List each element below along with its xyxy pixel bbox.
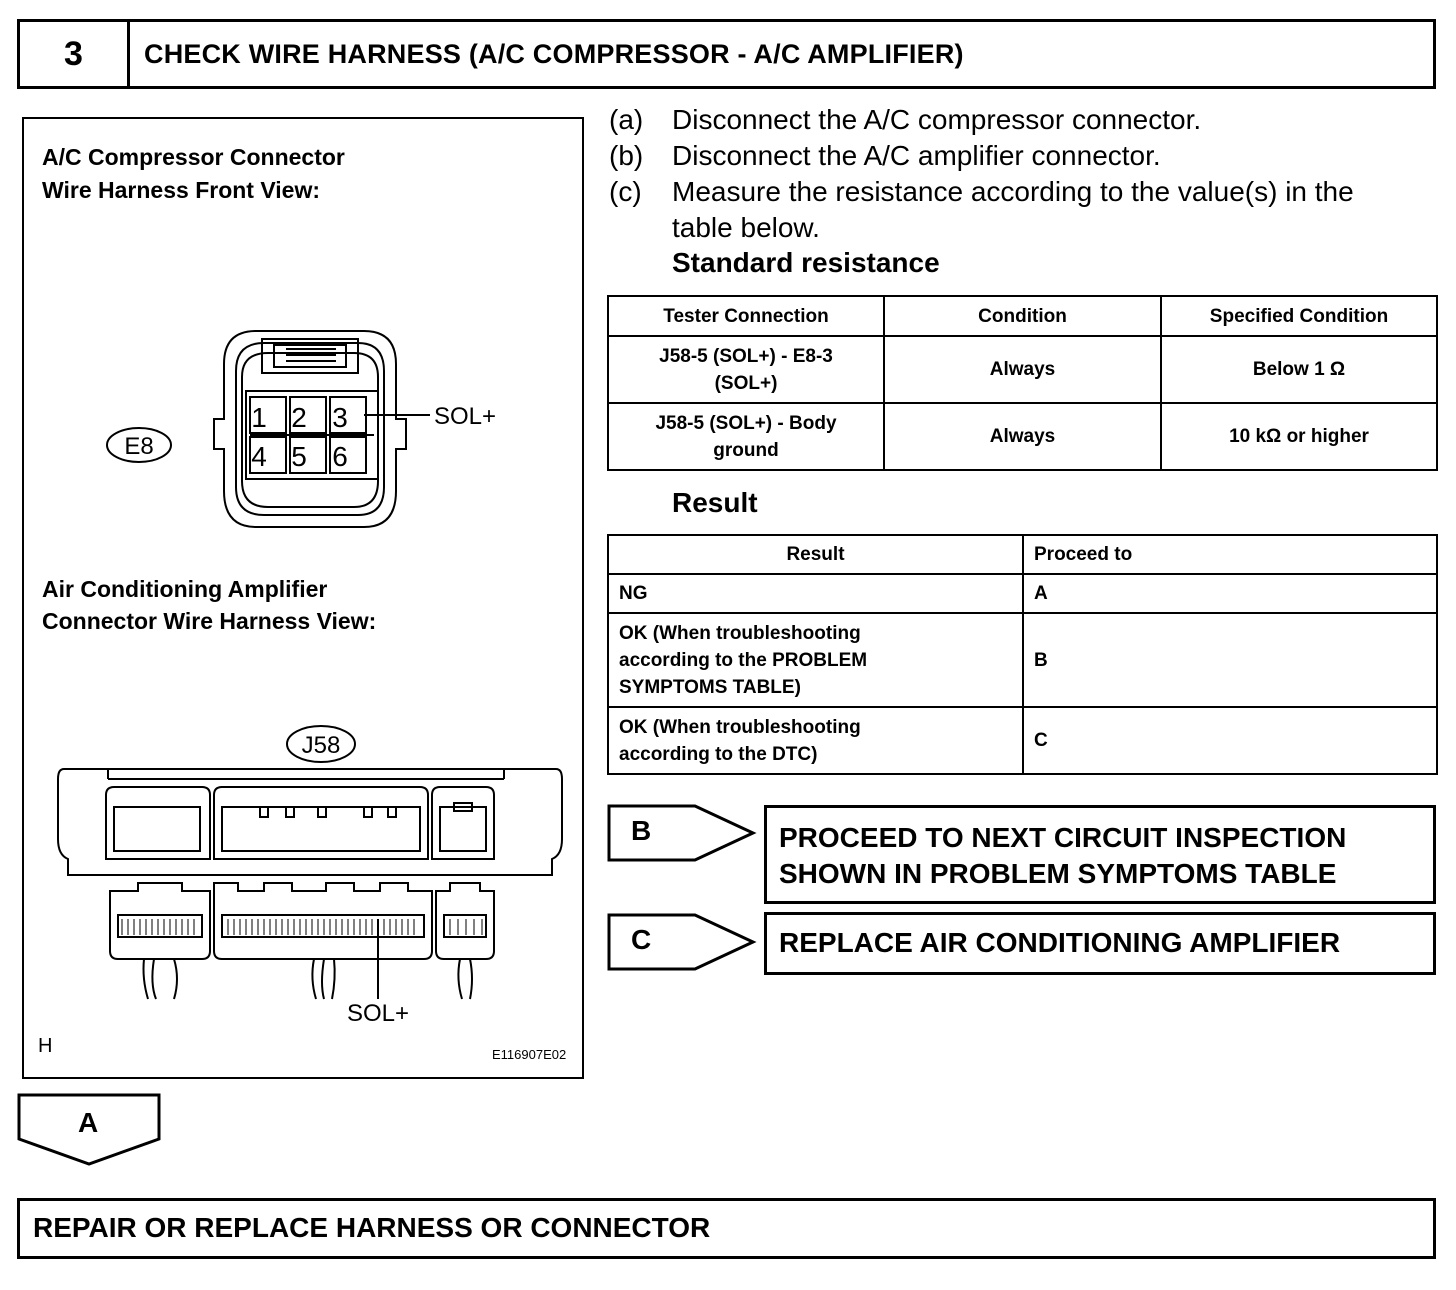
result-cell xyxy=(608,613,1023,707)
connector-drawing xyxy=(24,119,580,1075)
specified-condition-cell: Below 1 Ω xyxy=(1161,336,1437,403)
compressor-connector-graphic xyxy=(107,331,430,527)
branch-a-label: A xyxy=(78,1107,99,1138)
step-number: 3 xyxy=(20,22,130,86)
proceed-cell: B xyxy=(1023,613,1437,707)
tester-connection-cell xyxy=(608,336,884,403)
pin-6-label: 6 xyxy=(332,441,348,472)
result-line: according to the DTC) xyxy=(619,743,818,765)
proceed-cell: C xyxy=(1023,707,1437,774)
instruction-b-text: Disconnect the A/C amplifier connector. xyxy=(672,140,1161,171)
corner-code: H xyxy=(38,1035,53,1057)
instruction-a-tag: (a) xyxy=(609,104,644,135)
table-row xyxy=(608,613,1437,707)
result-heading: Result xyxy=(672,487,758,518)
branch-a-action-line1: REPAIR OR REPLACE HARNESS OR CONNECTOR xyxy=(33,1212,711,1243)
instruction-a-text: Disconnect the A/C compressor connector. xyxy=(672,104,1202,135)
compressor-view-title-line2: Wire Harness Front View: xyxy=(42,177,320,203)
branch-c-action-line1: REPLACE AIR CONDITIONING AMPLIFIER xyxy=(779,927,1341,958)
branch-b-action-box xyxy=(764,805,1436,904)
connection-line: ground xyxy=(713,439,779,461)
amplifier-connector-id: J58 xyxy=(301,732,341,759)
amplifier-view-title-line2: Connector Wire Harness View: xyxy=(42,608,377,634)
result-line: SYMPTOMS TABLE) xyxy=(619,676,801,698)
pin-2-label: 2 xyxy=(291,402,307,433)
header-proceed-to: Proceed to xyxy=(1023,535,1437,574)
result-line: NG xyxy=(619,583,648,604)
compressor-sol-label: SOL+ xyxy=(434,403,497,430)
header-tester-connection: Tester Connection xyxy=(608,296,884,336)
branch-b-action-line1: PROCEED TO NEXT CIRCUIT INSPECTION xyxy=(779,822,1347,853)
specified-condition-cell: 10 kΩ or higher xyxy=(1161,403,1437,470)
header-condition: Condition xyxy=(884,296,1161,336)
branch-b-arrow-icon xyxy=(607,804,757,862)
condition-cell: Always xyxy=(884,336,1161,403)
branch-a-action-box xyxy=(17,1198,1436,1259)
result-line: according to the PROBLEM xyxy=(619,649,868,671)
condition-cell: Always xyxy=(884,403,1161,470)
compressor-connector-id: E8 xyxy=(124,433,154,460)
table-row xyxy=(608,574,1437,613)
table-header-row xyxy=(608,535,1437,574)
amplifier-sol-label: SOL+ xyxy=(346,1000,410,1027)
branch-c-arrow-icon xyxy=(607,913,757,971)
pin-1-label: 1 xyxy=(251,402,267,433)
branch-c-label: C xyxy=(631,924,652,955)
header-result: Result xyxy=(608,535,1023,574)
instruction-c-text: Measure the resistance according to the value(s) in the xyxy=(672,176,1354,207)
instruction-c-tag: (c) xyxy=(609,176,642,207)
result-cell xyxy=(608,707,1023,774)
table-row xyxy=(608,403,1437,470)
header-specified-condition: Specified Condition xyxy=(1161,296,1437,336)
result-line: OK (When troubleshooting xyxy=(619,716,861,738)
pin-4-label: 4 xyxy=(251,441,267,472)
result-cell xyxy=(608,574,1023,613)
standard-resistance-heading: Standard resistance xyxy=(672,247,940,278)
connection-line: (SOL+) xyxy=(714,372,778,394)
branch-b-action-line2: SHOWN IN PROBLEM SYMPTOMS TABLE xyxy=(779,858,1337,889)
compressor-view-title-line1: A/C Compressor Connector xyxy=(42,144,345,170)
connection-line: J58-5 (SOL+) - Body xyxy=(655,412,837,434)
instruction-c-text-line2: table below. xyxy=(672,212,820,243)
pin-3-label: 3 xyxy=(332,402,348,433)
table-row xyxy=(608,707,1437,774)
instruction-b-tag: (b) xyxy=(609,140,644,171)
figure-id: E116907E02 xyxy=(492,1047,567,1062)
result-line: OK (When troubleshooting xyxy=(619,622,861,644)
pin-5-label: 5 xyxy=(291,441,307,472)
proceed-cell: A xyxy=(1023,574,1437,613)
amplifier-view-title-line1: Air Conditioning Amplifier xyxy=(42,576,328,602)
result-table xyxy=(607,534,1438,775)
connector-illustration xyxy=(22,117,584,1079)
standard-resistance-table xyxy=(607,295,1438,471)
table-row xyxy=(608,336,1437,403)
amplifier-unit-graphic xyxy=(58,726,562,999)
connection-line: J58-5 (SOL+) - E8-3 xyxy=(659,345,833,367)
branch-c-action-box xyxy=(764,912,1436,975)
step-header xyxy=(17,19,1436,89)
table-header-row xyxy=(608,296,1437,336)
tester-connection-cell xyxy=(608,403,884,470)
step-title: CHECK WIRE HARNESS (A/C COMPRESSOR - A/C AMPLIFIER) xyxy=(144,38,964,69)
branch-b-label: B xyxy=(631,815,652,846)
